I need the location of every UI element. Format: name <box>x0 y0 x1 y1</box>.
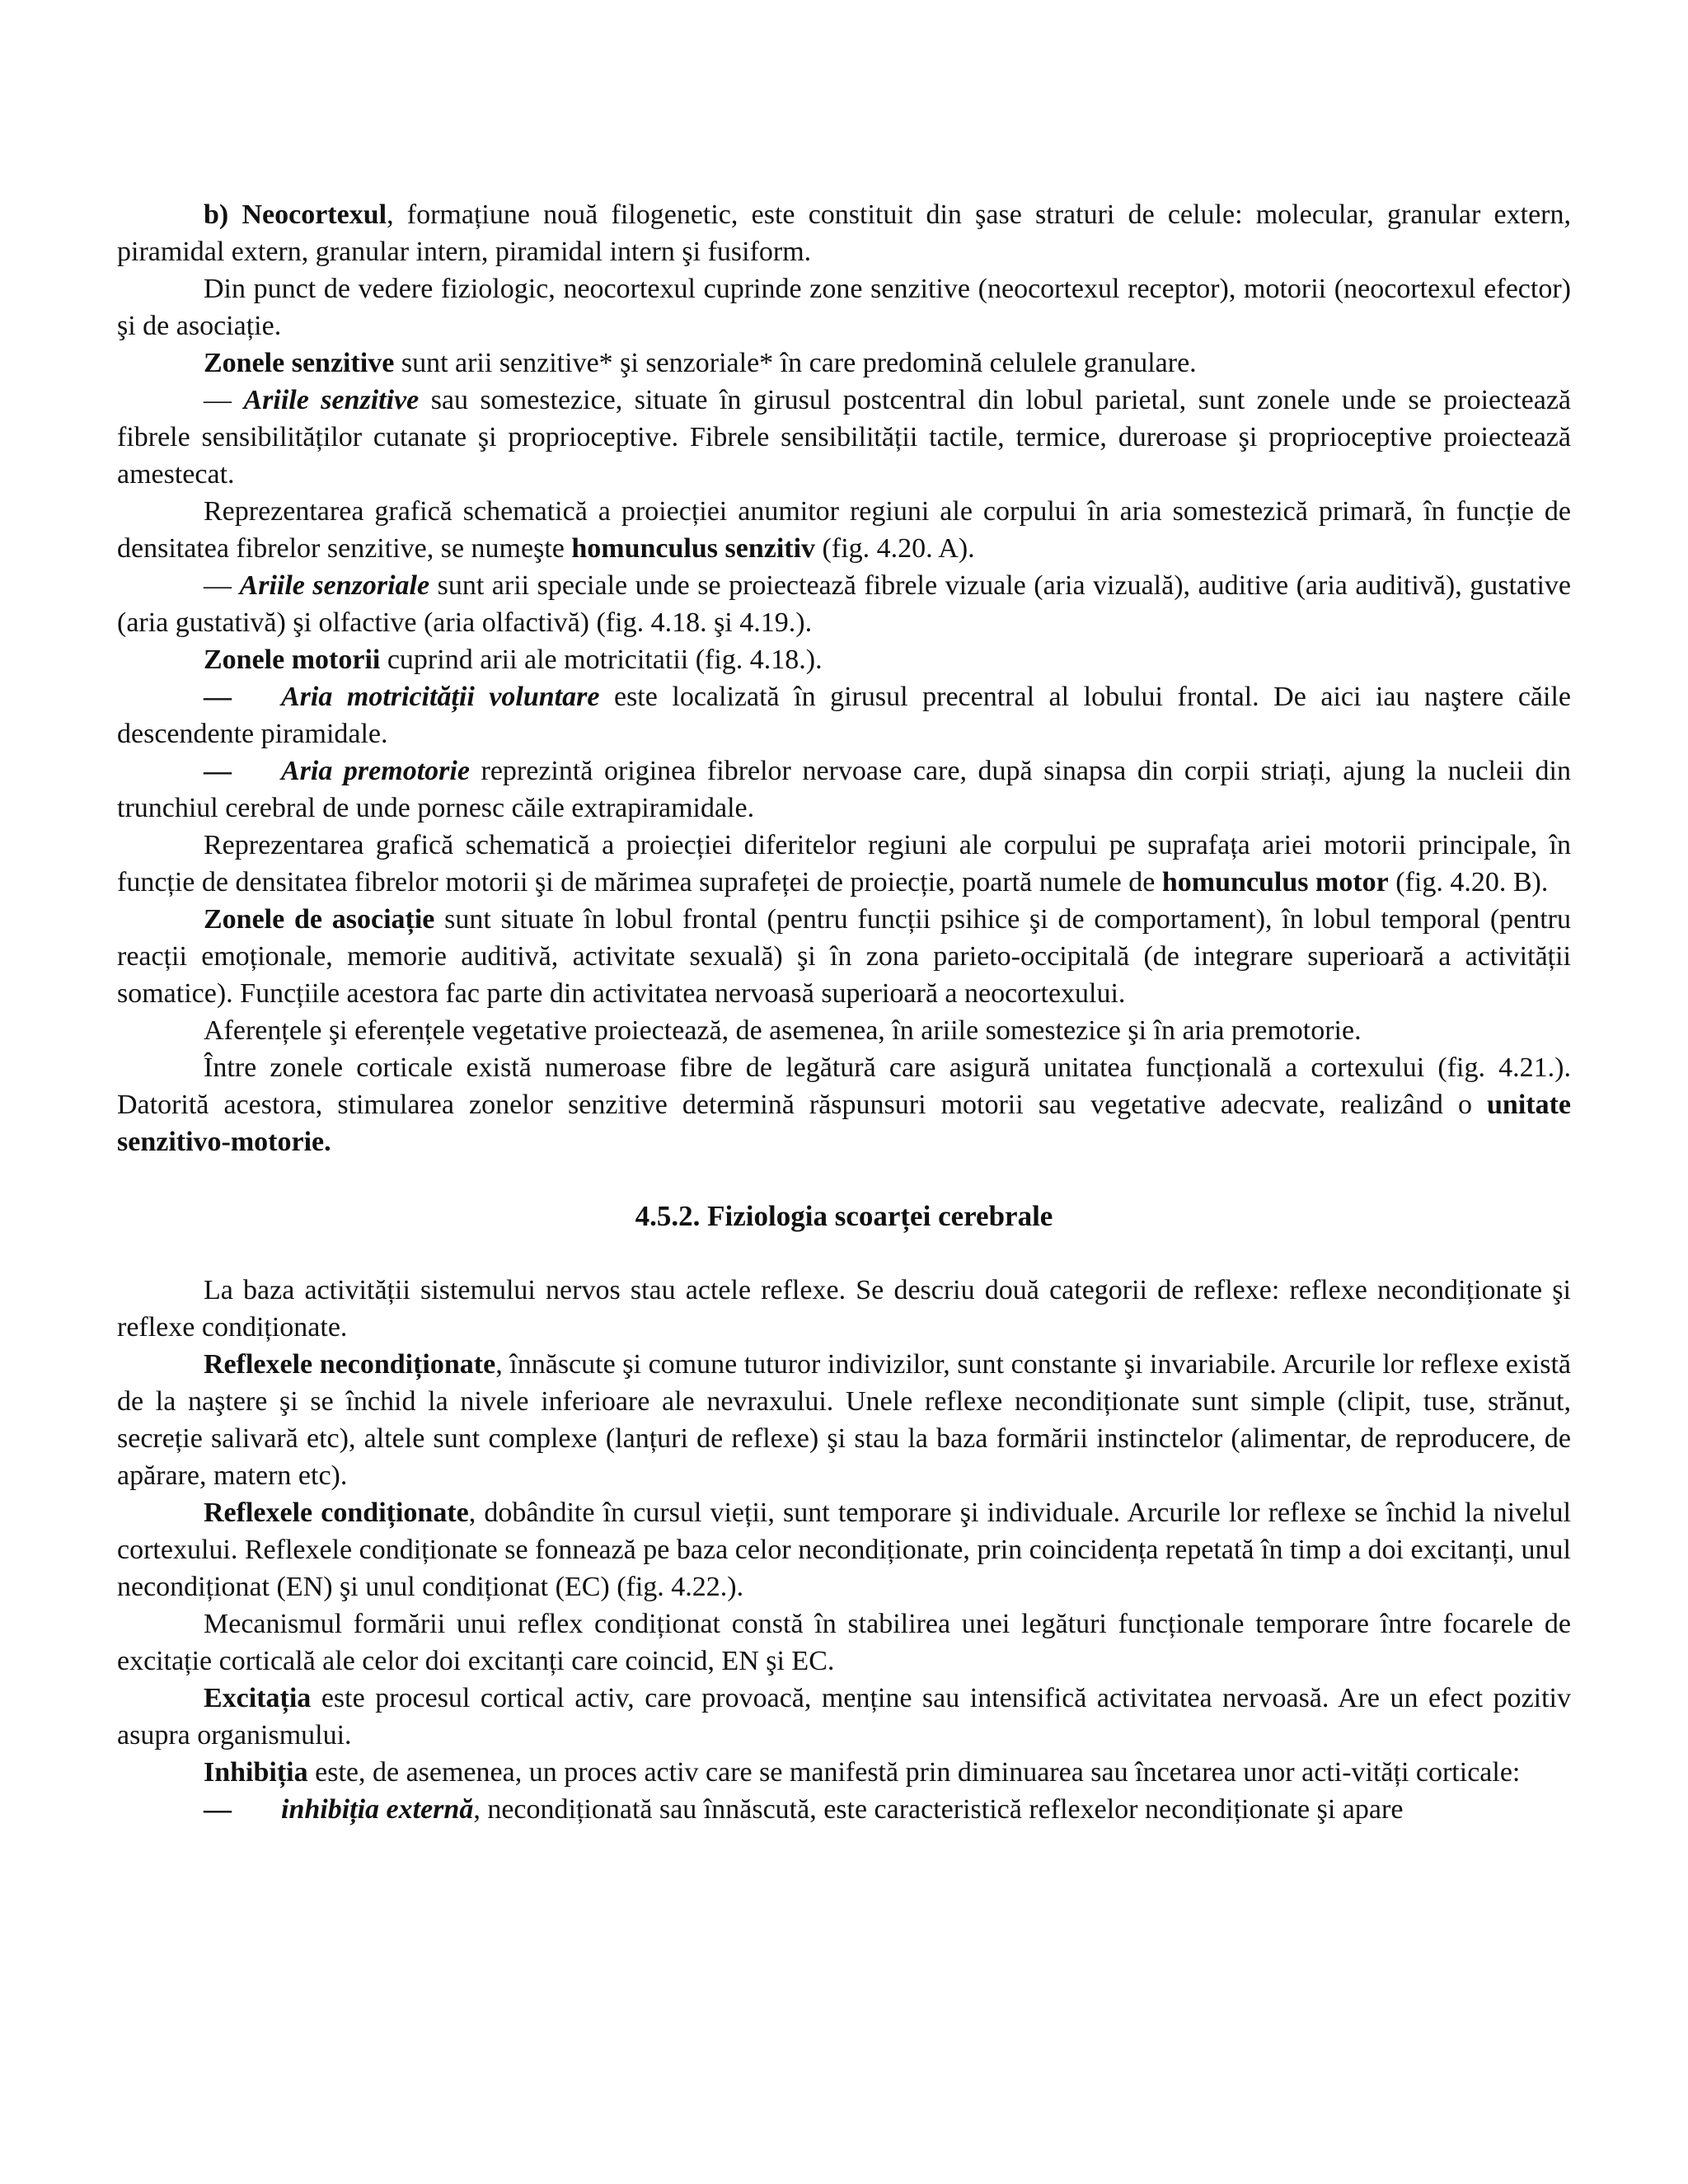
paragraph-text: Mecanismul formării unui reflex condiționat constă în stabilirea unei legături funcționale temporare între focarele de excitație corticală ale celor doi excitanți care coincid, EN şi EC. <box>117 1609 1571 1676</box>
paragraph-motor-zones <box>117 641 1571 678</box>
paragraph-text: Reprezentarea grafică schematică a proiecției diferitelor regiuni ale corpului pe suprafața ariei motorii principale, în funcție de densitatea fibrelor motorii şi de mărimea suprafeței de proiecție, poartă numele de <box>117 830 1571 898</box>
paragraph-somatosensory-areas <box>117 382 1571 493</box>
paragraph-text: , formațiune nouă filogenetic, este constituit din şase straturi de celule: molecular, granular extern, piramidal extern, granular intern, piramidal intern şi fusiform. <box>117 199 1571 267</box>
paragraph-text: sunt situate în lobul frontal (pentru funcții psihice şi de comportament), în lobul temporal (pentru reacții emoționale, memorie auditivă, activitate sexuală) şi în zona parieto-occipitală (de integrare superioară a activității somatice). Funcțiile acestora fac parte din activitatea nervoasă superioară a neocortexului. <box>117 904 1571 1009</box>
paragraph-text-tail: (fig. 4.20. A). <box>815 533 975 564</box>
paragraph-reflex-acts <box>117 1272 1571 1346</box>
dash: — <box>204 570 240 601</box>
paragraph-neocortex <box>117 196 1571 270</box>
dash: — <box>204 1794 232 1825</box>
paragraph-text: Între zonele corticale există numeroase fibre de legătură care asigură unitatea funcțională a cortexului (fig. 4.21.). Datorită acestora, stimularea zonelor senzitive determină răspunsuri motorii sau vegetative adecvate, realizând o <box>117 1052 1571 1120</box>
paragraph-text: reprezintă originea fibrelor nervoase care, după sinapsa din corpii striați, ajung la nucleii din trunchiul cerebral de unde pornesc căile extrapiramidale. <box>117 756 1572 823</box>
bold-term: homunculus motor <box>1161 867 1389 898</box>
bold-term: Zonele motorii <box>204 644 381 675</box>
bold-italic-term: Aria premotorie <box>281 756 470 786</box>
paragraph-mechanism <box>117 1605 1571 1680</box>
paragraph-association-zones <box>117 901 1571 1012</box>
paragraph-text: sunt arii speciale unde se proiectează fibrele vizuale (aria vizuală), auditive (aria auditivă), gustative (aria gustativă) şi olfactive (aria olfactivă) (fig. 4.18. şi 4.19.). <box>117 570 1571 638</box>
paragraph-text: , necondiționată sau înnăscută, este caracteristică reflexelor necondiționate şi apare <box>473 1794 1404 1825</box>
bold-term: b) Neocortexul <box>204 199 387 230</box>
paragraph-text: este localizată în girusul precentral al lobului frontal. De aici iau naştere căile descendente piramidale. <box>117 682 1572 749</box>
paragraph-text: este, de asemenea, un proces activ care se manifestă prin diminuarea sau încetarea unor acti-vități corticale: <box>307 1757 1521 1788</box>
paragraph-text: sunt arii senzitive* şi senzoriale* în care predomină celulele granulare. <box>394 348 1197 378</box>
bold-term: unitate senzitivo-motorie. <box>117 1090 1571 1157</box>
paragraph-text: La baza activității sistemului nervos stau actele reflexe. Se descriu două categorii de reflexe: reflexe necondiționate şi reflexe condiționate. <box>117 1275 1571 1343</box>
paragraph-premotor-area <box>117 752 1571 827</box>
paragraph-cortical-unity <box>117 1049 1571 1160</box>
paragraph-conditioned-reflexes <box>117 1494 1571 1605</box>
paragraph-text: Reprezentarea grafică schematică a proiecției anumitor regiuni ale corpului în aria somestezică primară, în funcție de densitatea fibrelor senzitive, se numeşte <box>117 496 1571 564</box>
paragraph-physiology <box>117 270 1571 344</box>
paragraph-text-tail: (fig. 4.20. B). <box>1388 867 1549 898</box>
paragraph-external-inhibition <box>117 1791 1571 1828</box>
section-heading: 4.5.2. Fiziologia scoarței cerebrale <box>635 1200 1053 1232</box>
paragraph-sensorial-areas <box>117 567 1571 641</box>
dash: — <box>204 682 232 712</box>
bold-term: Reflexele condiționate <box>204 1497 469 1528</box>
bold-term: Inhibiția <box>204 1757 308 1788</box>
paragraph-text: este procesul cortical activ, care provoacă, menține sau intensifică activitatea nervoasă. Are un efect pozitiv asupra organismului. <box>117 1683 1571 1750</box>
paragraph-text: Aferențele şi eferențele vegetative proiectează, de asemenea, în ariile somestezice şi în aria premotorie. <box>204 1015 1362 1046</box>
paragraph-text: , înnăscute şi comune tuturor indivizilor, sunt constante şi invariabile. Arcurile lor reflexe există de la naştere şi se închid la nivele inferioare ale nevraxului. Unele reflexe necondiționate sunt simple (clipit, tuse, strănut, secreție salivară etc), altele sunt complexe (lanțuri de reflexe) şi stau la baza formării instinctelor (alimentar, de reproducere, de apărare, matern etc). <box>117 1349 1571 1491</box>
bold-term: Zonele de asociație <box>204 904 435 935</box>
paragraph-sensory-homunculus <box>117 493 1571 567</box>
paragraph-vegetative <box>117 1012 1571 1049</box>
paragraph-inhibition <box>117 1754 1571 1791</box>
paragraph-excitation <box>117 1680 1571 1754</box>
paragraph-unconditioned-reflexes <box>117 1346 1571 1494</box>
paragraph-text: Din punct de vedere fiziologic, neocortexul cuprinde zone senzitive (neocortexul receptor), motorii (neocortexul efector) şi de asociație. <box>117 274 1571 341</box>
bold-term: Reflexele necondiționate <box>204 1349 496 1380</box>
dash: — <box>204 385 244 415</box>
paragraph-motor-homunculus <box>117 827 1571 901</box>
paragraph-sensory-zones <box>117 344 1571 382</box>
bold-term: Zonele senzitive <box>204 348 395 378</box>
document-page <box>117 196 1571 1828</box>
bold-term: Excitația <box>204 1683 312 1713</box>
paragraph-text: sau somestezice, situate în girusul postcentral din lobul parietal, sunt zonele unde se proiectează fibrele sensibilităților cutanate şi proprioceptive. Fibrele sensibilității tactile, termice, dureroase şi proprioceptive proiectează amestecat. <box>117 385 1572 490</box>
bold-italic-term: Ariile senzitive <box>243 385 420 415</box>
bold-italic-term: inhibiția externă <box>281 1794 474 1825</box>
paragraph-text: , dobândite în cursul vieții, sunt temporare şi individuale. Arcurile lor reflexe se închid la nivelul cortexului. Reflexele condiționate se fonnează pe baza celor necondiționate, prin coincidența repetată în timp a doi excitanți, unul necondiționat (EN) şi unul condiționat (EC) (fig. 4.22.). <box>117 1497 1571 1602</box>
bold-term: homunculus senzitiv <box>571 533 816 564</box>
bold-italic-term: Aria motricității voluntare <box>281 682 600 712</box>
paragraph-text: cuprind arii ale motricitatii (fig. 4.18.). <box>380 644 823 675</box>
dash: — <box>204 756 232 786</box>
paragraph-voluntary-motor-area <box>117 678 1571 752</box>
bold-italic-term: Ariile senzoriale <box>239 570 430 601</box>
